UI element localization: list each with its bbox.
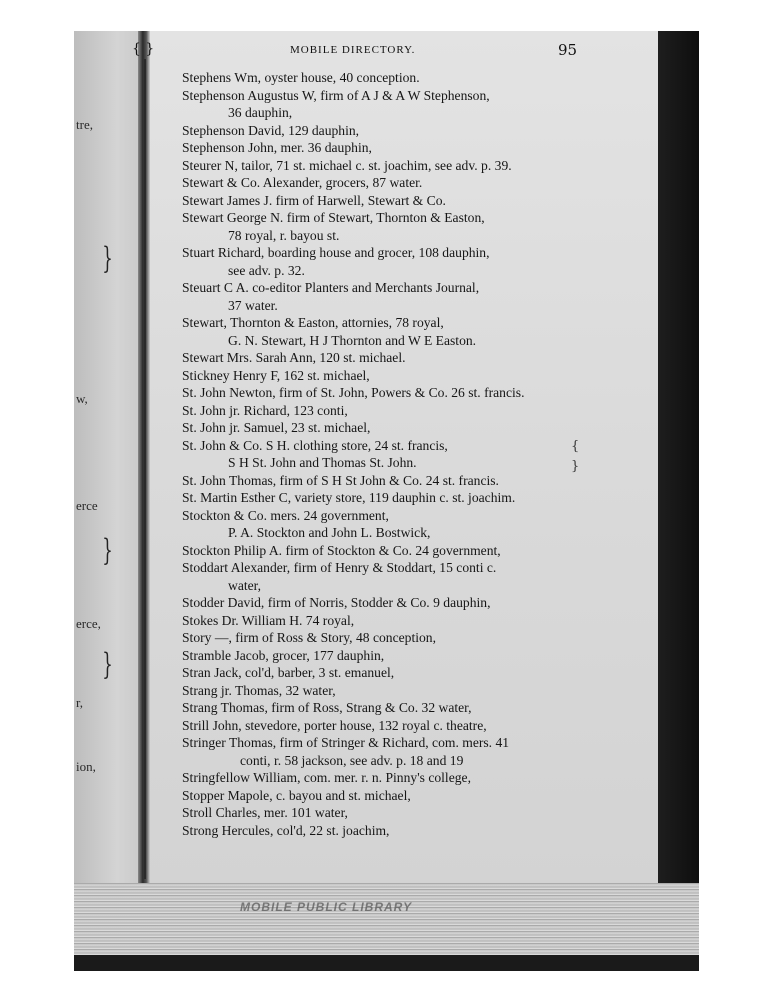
previous-page-fragment: r,: [76, 695, 84, 710]
directory-entry: Stringfellow William, com. mer. r. n. Pinny's college,: [182, 770, 471, 785]
directory-entry: Stewart Mrs. Sarah Ann, 120 st. michael.: [182, 350, 406, 365]
directory-entry-continuation: 37 water.: [228, 297, 278, 313]
directory-entry: St. John & Co. S H. clothing store, 24 st. francis,: [182, 437, 448, 453]
directory-entry: St. John jr. Samuel, 23 st. michael,: [182, 420, 371, 435]
margin-bracket-mark: }: [571, 459, 580, 474]
directory-entry: Stramble Jacob, grocer, 177 dauphin,: [182, 647, 385, 663]
directory-entry: Stewart, Thornton & Easton, attornies, 78 royal,: [182, 315, 444, 330]
directory-entry-continuation: water,: [228, 577, 262, 593]
previous-page-fragment: w,: [76, 391, 88, 406]
directory-entry: Steurer N, tailor, 71 st. michael c. st. joachim, see adv. p. 39.: [182, 157, 512, 173]
directory-entry: Stephenson John, mer. 36 dauphin,: [182, 140, 372, 155]
directory-entry: Stephens Wm, oyster house, 40 conception.: [182, 70, 420, 85]
directory-entry: Steuart C A. co-editor Planters and Merchants Journal,: [182, 280, 480, 295]
directory-entry-continuation: S H St. John and Thomas St. John.: [228, 455, 417, 470]
directory-entry-continuation: 36 dauphin,: [228, 105, 293, 120]
scan-bottom-edge: [74, 955, 699, 971]
directory-entry: St. John Newton, firm of St. John, Powers & Co. 26 st. francis.: [182, 385, 525, 400]
directory-entry: Stickney Henry F, 162 st. michael,: [182, 367, 370, 383]
page-title: MOBILE DIRECTORY.: [290, 44, 416, 56]
directory-entry: Stran Jack, col'd, barber, 3 st. emanuel,: [182, 665, 395, 680]
directory-entry: Strang jr. Thomas, 32 water,: [182, 682, 336, 698]
previous-page-fragment: erce,: [76, 616, 101, 631]
directory-entry: Stokes Dr. William H. 74 royal,: [182, 612, 355, 628]
brace-mark: }: [102, 241, 113, 276]
directory-entry: Story —, firm of Ross & Story, 48 conception,: [182, 630, 436, 645]
previous-page-fragment: erce: [76, 498, 98, 513]
directory-entries: [182, 69, 652, 839]
directory-entry: Stroll Charles, mer. 101 water,: [182, 805, 348, 820]
directory-entry: Stringer Thomas, firm of Stringer & Richard, com. mers. 41: [182, 735, 510, 750]
previous-page-fragment: tre,: [76, 117, 93, 132]
margin-bracket-mark: {: [571, 439, 580, 454]
directory-entry: Stoddart Alexander, firm of Henry & Stoddart, 15 conti c.: [182, 560, 497, 575]
directory-entry: Stockton Philip A. firm of Stockton & Co. 24 government,: [182, 542, 501, 558]
brace-mark: }: [102, 647, 113, 682]
previous-page-edge: [74, 31, 146, 883]
directory-page: [132, 31, 658, 883]
directory-entry: Stewart & Co. Alexander, grocers, 87 water.: [182, 175, 423, 190]
directory-entry-continuation: conti, r. 58 jackson, see adv. p. 18 and 19: [240, 752, 464, 768]
directory-entry: St. John Thomas, firm of S H St John & Co. 24 st. francis.: [182, 472, 499, 488]
previous-page-fragment: ion,: [76, 759, 96, 774]
directory-entry: Strong Hercules, col'd, 22 st. joachim,: [182, 822, 390, 838]
directory-entry: St. Martin Esther C, variety store, 119 dauphin c. st. joachim.: [182, 490, 516, 505]
library-stamp: MOBILE PUBLIC LIBRARY: [240, 900, 413, 914]
directory-entry: Stewart George N. firm of Stewart, Thornton & Easton,: [182, 210, 485, 225]
directory-entry-continuation: 78 royal, r. bayou st.: [228, 227, 340, 243]
directory-entry: St. John jr. Richard, 123 conti,: [182, 402, 348, 418]
directory-entry: Stopper Mapole, c. bayou and st. michael,: [182, 787, 411, 803]
directory-entry-continuation: see adv. p. 32.: [228, 262, 305, 278]
directory-entry-continuation: P. A. Stockton and John L. Bostwick,: [228, 525, 431, 540]
directory-entry: Strill John, stevedore, porter house, 132 royal c. theatre,: [182, 717, 487, 733]
directory-entry: Stewart James J. firm of Harwell, Stewart & Co.: [182, 192, 446, 208]
directory-entry: Stodder David, firm of Norris, Stodder & Co. 9 dauphin,: [182, 595, 491, 610]
brace-mark: }: [102, 533, 113, 568]
directory-entry-continuation: G. N. Stewart, H J Thornton and W E Easton.: [228, 332, 477, 348]
scanner-dark-edge: [658, 31, 699, 883]
directory-entry: Stockton & Co. mers. 24 government,: [182, 507, 389, 523]
page-number: 95: [558, 41, 578, 59]
directory-entry: Stuart Richard, boarding house and grocer, 108 dauphin,: [182, 245, 490, 260]
directory-entry: Stephenson Augustus W, firm of A J & A W Stephenson,: [182, 87, 490, 103]
directory-entry: Strang Thomas, firm of Ross, Strang & Co. 32 water,: [182, 700, 472, 715]
margin-rule: [144, 59, 146, 879]
page-header: [132, 40, 658, 60]
page-corner-mark: { }: [132, 41, 155, 57]
directory-entry: Stephenson David, 129 dauphin,: [182, 122, 360, 138]
